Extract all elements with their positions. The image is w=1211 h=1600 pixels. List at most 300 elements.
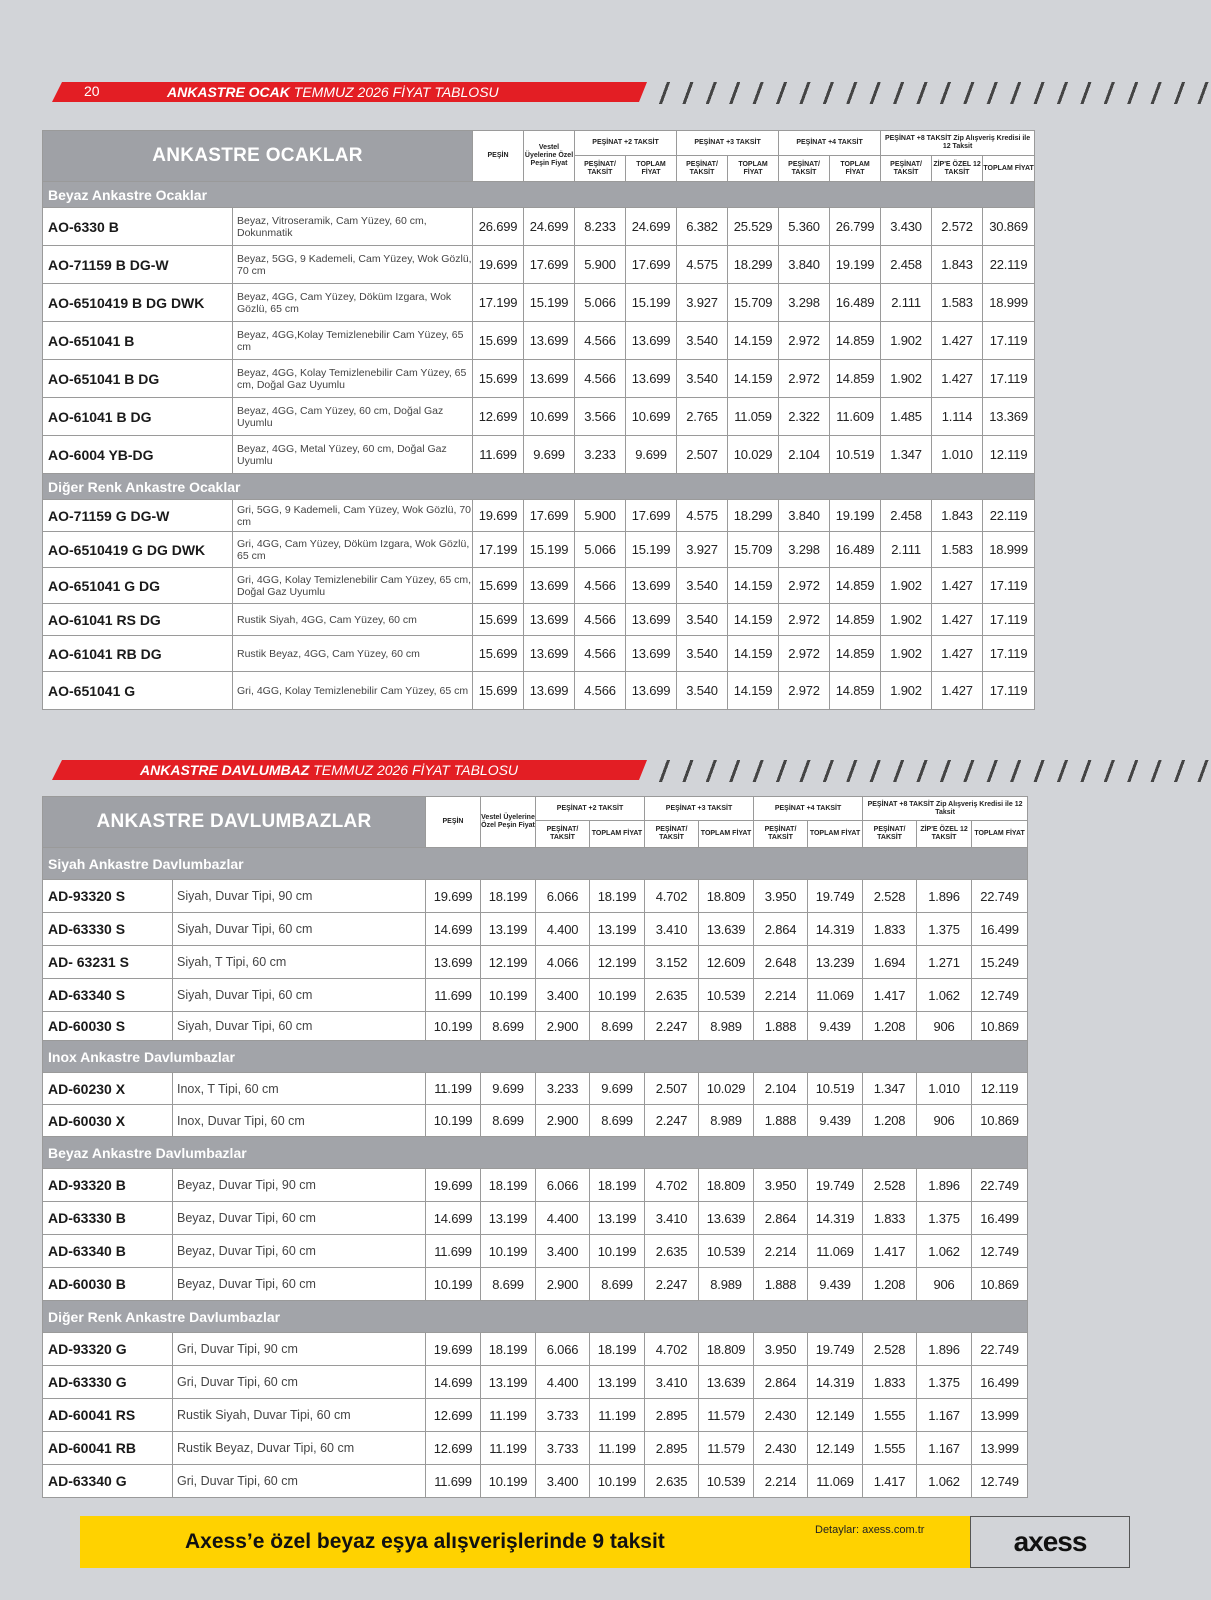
price-cell: 8.989 (699, 1105, 754, 1137)
product-description: Gri, Duvar Tipi, 60 cm (173, 1465, 426, 1498)
price-cell: 1.694 (863, 946, 917, 979)
price-cell: 5.066 (575, 532, 626, 568)
price-cell: 3.566 (575, 398, 626, 436)
price-cell: 2.458 (881, 246, 932, 284)
price-cell: 19.699 (426, 1169, 481, 1202)
price-cell: 1.427 (932, 636, 983, 672)
price-cell: 10.199 (426, 1105, 481, 1137)
price-cell: 14.159 (728, 636, 779, 672)
price-cell: 15.709 (728, 284, 779, 322)
table-row (43, 1432, 1028, 1465)
price-cell: 19.199 (830, 246, 881, 284)
price-cell: 3.400 (536, 1465, 590, 1498)
product-description: Siyah, T Tipi, 60 cm (173, 946, 426, 979)
price-cell: 2.214 (754, 1235, 808, 1268)
price-cell: 2.972 (779, 604, 830, 636)
price-cell: 9.439 (808, 1105, 863, 1137)
table-row (43, 322, 1035, 360)
price-cell: 13.639 (699, 1366, 754, 1399)
price-cell: 13.199 (590, 1202, 645, 1235)
price-cell: 13.199 (590, 913, 645, 946)
price-cell: 12.199 (481, 946, 536, 979)
product-description: Gri, Duvar Tipi, 60 cm (173, 1366, 426, 1399)
table-row (43, 1105, 1028, 1137)
price-cell: 14.859 (830, 636, 881, 672)
price-cell: 4.575 (677, 500, 728, 532)
price-cell: 15.199 (524, 284, 575, 322)
product-code: AO-651041 B DG (43, 360, 233, 398)
product-code: AO-71159 G DG-W (43, 500, 233, 532)
price-cell: 15.699 (473, 604, 524, 636)
price-cell: 19.199 (830, 500, 881, 532)
price-cell: 6.066 (536, 1333, 590, 1366)
price-cell: 8.699 (590, 1268, 645, 1301)
price-cell: 2.528 (863, 1333, 917, 1366)
price-cell: 4.566 (575, 360, 626, 398)
price-cell: 12.699 (426, 1399, 481, 1432)
price-cell: 8.699 (481, 1012, 536, 1041)
promo-footer (80, 1516, 1130, 1568)
price-cell: 1.427 (932, 322, 983, 360)
price-cell: 906 (917, 1105, 972, 1137)
price-cell: 8.699 (590, 1105, 645, 1137)
price-cell: 18.299 (728, 500, 779, 532)
price-cell: 3.400 (536, 979, 590, 1012)
price-cell: 19.749 (808, 1333, 863, 1366)
price-cell: 15.699 (473, 360, 524, 398)
price-cell: 2.104 (779, 436, 830, 474)
price-cell: 1.888 (754, 1012, 808, 1041)
price-cell: 6.066 (536, 1169, 590, 1202)
sub-header: PEŞİNAT/ TAKSİT (575, 156, 626, 182)
price-cell: 3.410 (645, 913, 699, 946)
price-cell: 3.927 (677, 284, 728, 322)
table-body (43, 848, 1028, 1498)
price-cell: 13.999 (972, 1432, 1028, 1465)
price-cell: 18.199 (481, 1333, 536, 1366)
price-cell: 14.159 (728, 360, 779, 398)
price-cell: 2.972 (779, 636, 830, 672)
price-cell: 4.566 (575, 322, 626, 360)
price-cell: 12.609 (699, 946, 754, 979)
price-cell: 3.950 (754, 880, 808, 913)
product-description: Rustik Beyaz, Duvar Tipi, 60 cm (173, 1432, 426, 1465)
price-cell: 8.699 (481, 1268, 536, 1301)
sub-header: PEŞİNAT/ TAKSİT (863, 821, 917, 848)
price-cell: 13.699 (524, 672, 575, 710)
price-cell: 17.119 (983, 604, 1035, 636)
sub-header: PEŞİNAT/ TAKSİT (881, 156, 932, 182)
price-cell: 4.575 (677, 246, 728, 284)
sub-header: PEŞİNAT/ TAKSİT (779, 156, 830, 182)
price-cell: 2.507 (645, 1073, 699, 1105)
price-cell: 17.199 (473, 532, 524, 568)
price-cell: 16.499 (972, 1202, 1028, 1235)
price-cell: 9.699 (481, 1073, 536, 1105)
table-row (43, 284, 1035, 322)
sub-header: PEŞİNAT/ TAKSİT (754, 821, 808, 848)
sub-header: PEŞİNAT/ TAKSİT (536, 821, 590, 848)
group-header: PEŞİNAT +3 TAKSİT (677, 131, 779, 156)
banner-title (140, 762, 518, 778)
product-description: Inox, T Tipi, 60 cm (173, 1073, 426, 1105)
price-cell: 13.199 (481, 913, 536, 946)
price-cell: 22.119 (983, 500, 1035, 532)
product-description: Beyaz, 5GG, 9 Kademeli, Cam Yüzey, Wok Gözlü, 70 cm (233, 246, 473, 284)
product-description: Beyaz, 4GG, Metal Yüzey, 60 cm, Doğal Gaz Uyumlu (233, 436, 473, 474)
product-code: AD-63340 B (43, 1235, 173, 1268)
group-header: PEŞİNAT +2 TAKSİT (575, 131, 677, 156)
banner-title-rest: TEMMUZ 2026 FİYAT TABLOSU (289, 84, 499, 100)
col-vestel-price: Vestel Üyelerine Özel Peşin Fiyat (524, 131, 575, 182)
price-cell: 13.699 (524, 360, 575, 398)
price-cell: 1.902 (881, 322, 932, 360)
price-cell: 1.902 (881, 568, 932, 604)
table-row (43, 1268, 1028, 1301)
price-cell: 10.199 (426, 1268, 481, 1301)
price-cell: 10.029 (728, 436, 779, 474)
price-cell: 12.149 (808, 1432, 863, 1465)
price-cell: 19.699 (426, 880, 481, 913)
price-cell: 2.972 (779, 360, 830, 398)
banner-title-bold: ANKASTRE DAVLUMBAZ (140, 762, 310, 778)
price-cell: 2.900 (536, 1105, 590, 1137)
price-cell: 906 (917, 1268, 972, 1301)
price-cell: 11.609 (830, 398, 881, 436)
price-cell: 11.069 (808, 1235, 863, 1268)
price-cell: 13.639 (699, 1202, 754, 1235)
product-code: AO-651041 B (43, 322, 233, 360)
price-cell: 13.699 (524, 604, 575, 636)
price-cell: 2.972 (779, 322, 830, 360)
promo-details-link[interactable]: Detaylar: axess.com.tr (815, 1524, 925, 1536)
price-cell: 10.199 (481, 1235, 536, 1268)
price-cell: 18.809 (699, 1333, 754, 1366)
price-cell: 2.247 (645, 1012, 699, 1041)
price-cell: 2.111 (881, 532, 932, 568)
product-code: AO-61041 RS DG (43, 604, 233, 636)
table-row (43, 500, 1035, 532)
price-cell: 16.489 (830, 532, 881, 568)
price-cell: 8.699 (590, 1012, 645, 1041)
price-cell: 11.199 (590, 1432, 645, 1465)
price-cell: 2.507 (677, 436, 728, 474)
price-cell: 13.639 (699, 913, 754, 946)
price-cell: 10.699 (626, 398, 677, 436)
product-code: AD-63330 S (43, 913, 173, 946)
price-cell: 1.583 (932, 532, 983, 568)
stripe-decoration (652, 82, 1211, 104)
price-cell: 18.199 (481, 1169, 536, 1202)
price-cell: 3.840 (779, 246, 830, 284)
price-cell: 1.843 (932, 246, 983, 284)
price-cell: 1.583 (932, 284, 983, 322)
price-cell: 2.895 (645, 1399, 699, 1432)
price-cell: 4.702 (645, 1333, 699, 1366)
price-cell: 4.066 (536, 946, 590, 979)
price-cell: 3.950 (754, 1333, 808, 1366)
price-cell: 18.299 (728, 246, 779, 284)
table-row (43, 1073, 1028, 1105)
stripe-decoration (652, 760, 1211, 782)
price-cell: 2.247 (645, 1268, 699, 1301)
price-cell: 14.319 (808, 1366, 863, 1399)
product-description: Rustik Beyaz, 4GG, Cam Yüzey, 60 cm (233, 636, 473, 672)
price-cell: 22.749 (972, 880, 1028, 913)
price-cell: 1.896 (917, 1333, 972, 1366)
price-cell: 10.519 (808, 1073, 863, 1105)
price-cell: 2.648 (754, 946, 808, 979)
price-cell: 13.199 (481, 1202, 536, 1235)
price-cell: 15.699 (473, 672, 524, 710)
price-cell: 14.699 (426, 1366, 481, 1399)
product-code: AD-63340 G (43, 1465, 173, 1498)
table-row (43, 1169, 1028, 1202)
price-cell: 2.214 (754, 979, 808, 1012)
group-header: PEŞİNAT +2 TAKSİT (536, 797, 645, 821)
price-cell: 9.699 (626, 436, 677, 474)
price-cell: 10.199 (481, 979, 536, 1012)
price-cell: 18.809 (699, 880, 754, 913)
price-cell: 13.699 (626, 636, 677, 672)
price-cell: 10.199 (426, 1012, 481, 1041)
price-cell: 9.439 (808, 1268, 863, 1301)
price-cell: 12.699 (473, 398, 524, 436)
sub-header: TOPLAM FİYAT (808, 821, 863, 848)
price-cell: 1.010 (932, 436, 983, 474)
axess-logo: axess (970, 1516, 1130, 1568)
product-description: Siyah, Duvar Tipi, 60 cm (173, 979, 426, 1012)
price-cell: 18.199 (590, 1169, 645, 1202)
price-cell: 10.539 (699, 979, 754, 1012)
product-description: Beyaz, Duvar Tipi, 90 cm (173, 1169, 426, 1202)
group-header: PEŞİNAT +4 TAKSİT (779, 131, 881, 156)
price-cell: 17.119 (983, 322, 1035, 360)
price-cell: 18.199 (481, 880, 536, 913)
price-cell: 1.375 (917, 1202, 972, 1235)
price-cell: 19.699 (473, 246, 524, 284)
col-vestel-price: Vestel Üyelerine Özel Peşin Fiyat (481, 797, 536, 848)
price-cell: 19.699 (426, 1333, 481, 1366)
price-cell: 3.840 (779, 500, 830, 532)
price-cell: 1.062 (917, 979, 972, 1012)
product-code: AO-651041 G (43, 672, 233, 710)
price-cell: 14.859 (830, 360, 881, 398)
price-cell: 2.864 (754, 913, 808, 946)
price-cell: 2.247 (645, 1105, 699, 1137)
price-cell: 1.485 (881, 398, 932, 436)
price-cell: 10.869 (972, 1012, 1028, 1041)
product-code: AO-651041 G DG (43, 568, 233, 604)
price-cell: 1.833 (863, 913, 917, 946)
price-cell: 10.199 (590, 1235, 645, 1268)
section-header (43, 1137, 1028, 1169)
section-header (43, 182, 1035, 208)
price-cell: 14.159 (728, 322, 779, 360)
price-cell: 17.119 (983, 360, 1035, 398)
section-header (43, 1041, 1028, 1073)
price-cell: 18.999 (983, 532, 1035, 568)
price-cell: 9.699 (524, 436, 575, 474)
price-cell: 1.833 (863, 1202, 917, 1235)
price-cell: 2.104 (754, 1073, 808, 1105)
product-code: AD- 63231 S (43, 946, 173, 979)
price-cell: 14.859 (830, 568, 881, 604)
sub-header: TOPLAM FİYAT (728, 156, 779, 182)
group-header: PEŞİNAT +3 TAKSİT (645, 797, 754, 821)
sub-header: TOPLAM FİYAT (830, 156, 881, 182)
price-cell: 3.430 (881, 208, 932, 246)
banner-title (167, 84, 499, 100)
price-cell: 11.199 (481, 1432, 536, 1465)
price-cell: 14.319 (808, 1202, 863, 1235)
table-row (43, 568, 1035, 604)
price-cell: 1.167 (917, 1399, 972, 1432)
sub-header: TOPLAM FİYAT (590, 821, 645, 848)
price-cell: 11.579 (699, 1399, 754, 1432)
table-row (43, 1366, 1028, 1399)
price-cell: 15.199 (524, 532, 575, 568)
product-code: AD-60041 RB (43, 1432, 173, 1465)
table-title: ANKASTRE OCAKLAR (43, 131, 473, 182)
price-cell: 2.430 (754, 1399, 808, 1432)
price-cell: 1.555 (863, 1432, 917, 1465)
price-cell: 3.233 (575, 436, 626, 474)
banner-title-bold: ANKASTRE OCAK (167, 84, 290, 100)
price-cell: 3.410 (645, 1202, 699, 1235)
price-cell: 13.699 (426, 946, 481, 979)
price-cell: 5.900 (575, 500, 626, 532)
product-code: AD-93320 S (43, 880, 173, 913)
price-cell: 3.540 (677, 568, 728, 604)
price-cell: 22.119 (983, 246, 1035, 284)
price-cell: 13.199 (590, 1366, 645, 1399)
group-header: PEŞİNAT +4 TAKSİT (754, 797, 863, 821)
price-cell: 1.208 (863, 1105, 917, 1137)
price-cell: 1.417 (863, 979, 917, 1012)
price-cell: 1.417 (863, 1235, 917, 1268)
price-cell: 14.699 (426, 913, 481, 946)
product-code: AD-60030 B (43, 1268, 173, 1301)
price-cell: 12.749 (972, 1235, 1028, 1268)
price-cell: 1.347 (881, 436, 932, 474)
promo-message: Axess’e özel beyaz eşya alışverişlerinde 9 taksit (185, 1530, 665, 1553)
product-description: Gri, Duvar Tipi, 90 cm (173, 1333, 426, 1366)
price-cell: 15.199 (626, 532, 677, 568)
price-cell: 2.765 (677, 398, 728, 436)
price-cell: 4.566 (575, 604, 626, 636)
price-cell: 18.999 (983, 284, 1035, 322)
price-cell: 1.888 (754, 1268, 808, 1301)
price-cell: 1.062 (917, 1465, 972, 1498)
price-cell: 17.699 (626, 500, 677, 532)
price-cell: 2.895 (645, 1432, 699, 1465)
price-cell: 2.458 (881, 500, 932, 532)
price-cell: 4.400 (536, 913, 590, 946)
price-cell: 18.809 (699, 1169, 754, 1202)
price-cell: 12.119 (972, 1073, 1028, 1105)
price-cell: 15.709 (728, 532, 779, 568)
price-cell: 2.430 (754, 1432, 808, 1465)
price-cell: 8.989 (699, 1012, 754, 1041)
table-title: ANKASTRE DAVLUMBAZLAR (43, 797, 426, 848)
product-description: Siyah, Duvar Tipi, 60 cm (173, 913, 426, 946)
table-row (43, 1012, 1028, 1041)
sub-header: ZİP'E ÖZEL 12 TAKSİT (917, 821, 972, 848)
table-row (43, 1333, 1028, 1366)
price-cell: 24.699 (524, 208, 575, 246)
price-cell: 3.540 (677, 360, 728, 398)
product-description: Beyaz, Duvar Tipi, 60 cm (173, 1268, 426, 1301)
price-cell: 10.869 (972, 1105, 1028, 1137)
product-description: Gri, 4GG, Kolay Temizlenebilir Cam Yüzey, 65 cm (233, 672, 473, 710)
product-code: AD-63330 G (43, 1366, 173, 1399)
sub-header: TOPLAM FİYAT (972, 821, 1028, 848)
price-cell: 2.972 (779, 672, 830, 710)
sub-header: PEŞİNAT/ TAKSİT (645, 821, 699, 848)
price-cell: 4.400 (536, 1366, 590, 1399)
price-cell: 2.900 (536, 1268, 590, 1301)
price-cell: 4.400 (536, 1202, 590, 1235)
price-cell: 1.167 (917, 1432, 972, 1465)
price-cell: 1.208 (863, 1268, 917, 1301)
price-cell: 2.900 (536, 1012, 590, 1041)
table-row (43, 604, 1035, 636)
price-cell: 2.864 (754, 1202, 808, 1235)
price-cell: 14.159 (728, 672, 779, 710)
price-cell: 2.111 (881, 284, 932, 322)
price-cell: 1.375 (917, 1366, 972, 1399)
price-cell: 1.833 (863, 1366, 917, 1399)
price-cell: 18.199 (590, 1333, 645, 1366)
price-cell: 14.319 (808, 913, 863, 946)
price-cell: 4.566 (575, 672, 626, 710)
table-row (43, 436, 1035, 474)
section-title: Beyaz Ankastre Ocaklar (43, 182, 1035, 208)
price-cell: 11.199 (426, 1073, 481, 1105)
price-cell: 10.539 (699, 1235, 754, 1268)
price-cell: 13.369 (983, 398, 1035, 436)
price-cell: 2.635 (645, 1465, 699, 1498)
group-header: PEŞİNAT +8 TAKSİT Zip Alışveriş Kredisi ile 12 Taksit (881, 131, 1035, 156)
price-cell: 13.699 (524, 322, 575, 360)
price-cell: 11.199 (481, 1399, 536, 1432)
sub-header: TOPLAM FİYAT (983, 156, 1035, 182)
price-cell: 1.902 (881, 360, 932, 398)
section-title: Siyah Ankastre Davlumbazlar (43, 848, 1028, 880)
product-description: Rustik Siyah, Duvar Tipi, 60 cm (173, 1399, 426, 1432)
product-code: AO-6004 YB-DG (43, 436, 233, 474)
price-cell: 13.199 (481, 1366, 536, 1399)
price-cell: 13.699 (524, 636, 575, 672)
price-cell: 12.749 (972, 1465, 1028, 1498)
section-header (43, 848, 1028, 880)
table-row (43, 1202, 1028, 1235)
sub-header: TOPLAM FİYAT (626, 156, 677, 182)
product-description: Beyaz, 4GG, Cam Yüzey, Döküm Izgara, Wok Gözlü, 65 cm (233, 284, 473, 322)
product-code: AD-93320 G (43, 1333, 173, 1366)
price-cell: 17.199 (473, 284, 524, 322)
table-row (43, 979, 1028, 1012)
price-cell: 2.528 (863, 1169, 917, 1202)
price-cell: 16.499 (972, 913, 1028, 946)
table-row (43, 636, 1035, 672)
price-cell: 1.375 (917, 913, 972, 946)
product-code: AD-60030 X (43, 1105, 173, 1137)
price-cell: 4.566 (575, 636, 626, 672)
product-description: Gri, 4GG, Cam Yüzey, Döküm Izgara, Wok Gözlü, 65 cm (233, 532, 473, 568)
price-cell: 13.999 (972, 1399, 1028, 1432)
